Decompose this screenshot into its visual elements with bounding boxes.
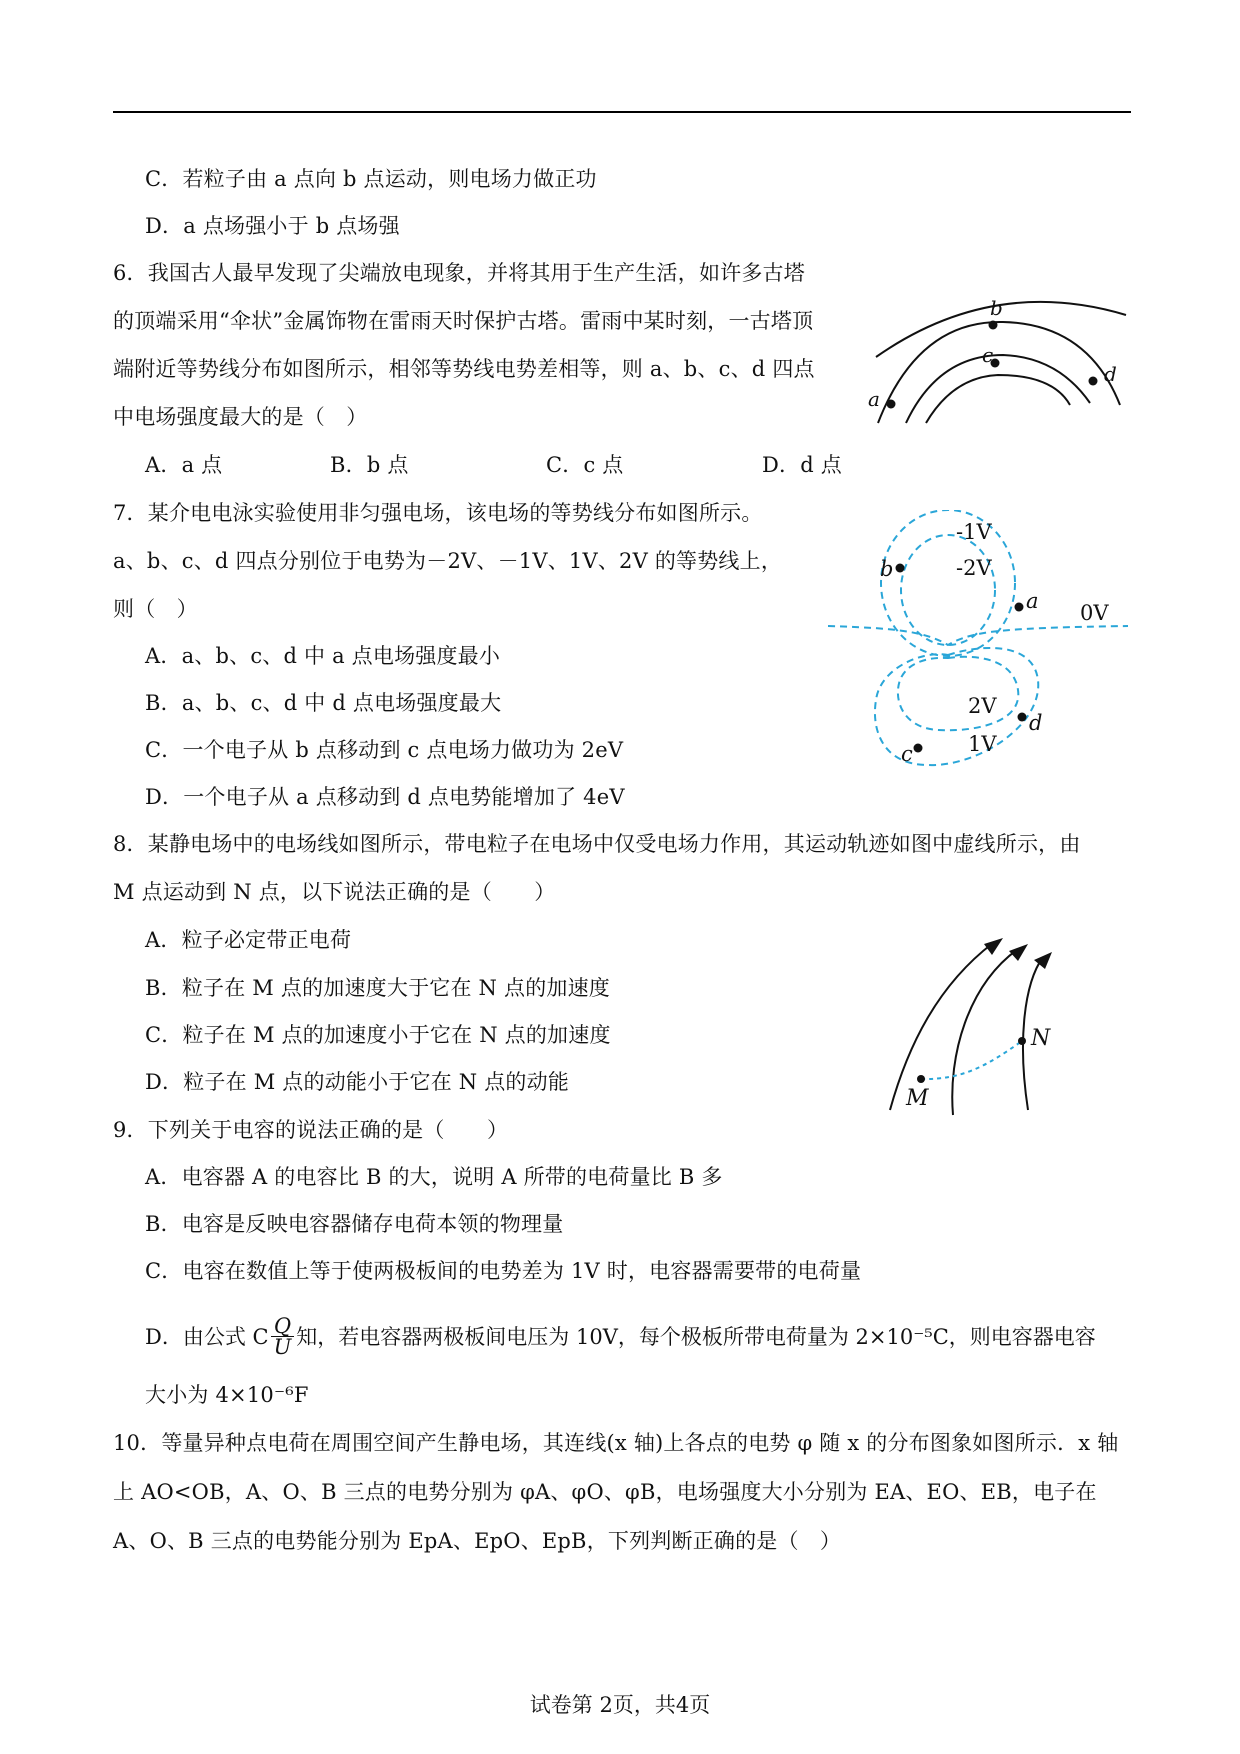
q9-option-b: B．电容是反映电容器储存电荷本领的物理量 xyxy=(145,1212,564,1236)
q7-stem-line1: 7．某介电电泳实验使用非匀强电场，该电场的等势线分布如图所示。 xyxy=(113,501,763,525)
arrow-head-1 xyxy=(984,938,1003,955)
q8-stem-line2: M 点运动到 N 点，以下说法正确的是（ ） xyxy=(113,880,556,904)
point-d-dot xyxy=(1018,713,1027,722)
header-rule xyxy=(113,111,1131,113)
q8-option-a: A．粒子必定带正电荷 xyxy=(145,928,352,952)
q9-option-c: C．电容在数值上等于使两极板间的电势差为 1V 时，电容器需要带的电荷量 xyxy=(145,1259,862,1283)
q8-option-b: B．粒子在 M 点的加速度大于它在 N 点的加速度 xyxy=(145,976,611,1000)
label-minus-2v: -2V xyxy=(956,556,992,580)
point-c-dot xyxy=(914,744,923,753)
capacitance-formula xyxy=(271,1313,295,1359)
label-c: c xyxy=(982,343,994,367)
label-b: b xyxy=(880,557,894,581)
label-b: b xyxy=(990,296,1003,320)
label-a: a xyxy=(868,387,880,411)
q9-option-a: A．电容器 A 的电容比 B 的大，说明 A 所带的电荷量比 B 多 xyxy=(145,1165,723,1189)
arrow-head-2 xyxy=(1009,944,1028,961)
q9-d-suffix: 知，若电容器两极板间电压为 10V，每个极板所带电荷量为 2×10⁻⁵C，则电容器电容 xyxy=(296,1325,1096,1349)
formula-numerator: Q xyxy=(271,1316,295,1337)
q9-option-d xyxy=(145,1305,1096,1367)
point-b-dot xyxy=(896,564,905,573)
q10-stem-line3: A、O、B 三点的电势能分别为 EpA、EpO、EpB，下列判断正确的是（ ） xyxy=(113,1529,842,1553)
label-d: d xyxy=(1029,711,1043,735)
trajectory xyxy=(921,1041,1022,1079)
q5-option-d: D．a 点场强小于 b 点场强 xyxy=(145,214,400,238)
q7-option-a: A．a、b、c、d 中 a 点电场强度最小 xyxy=(145,644,501,668)
label-minus-1v: -1V xyxy=(956,520,992,544)
q10-stem-line1: 10．等量异种点电荷在周围空间产生静电场，其连线(x 轴)上各点的电势 φ 随 x 的分布图象如图所示．x 轴 xyxy=(113,1431,1119,1455)
page-footer: 试卷第 2页，共4页 xyxy=(529,1693,711,1717)
point-b-dot xyxy=(989,321,998,330)
point-a-dot xyxy=(887,400,896,409)
q6-stem-line4: 中电场强度最大的是（ ） xyxy=(113,405,368,429)
q5-option-c: C．若粒子由 a 点向 b 点运动，则电场力做正功 xyxy=(145,167,597,191)
q6-option-d: D．d 点 xyxy=(762,453,842,477)
q6-option-c: C．c 点 xyxy=(546,453,624,477)
q7-option-d: D．一个电子从 a 点移动到 d 点电势能增加了 4eV xyxy=(145,785,625,809)
q6-figure xyxy=(858,285,1128,430)
point-d-dot xyxy=(1089,377,1098,386)
label-m: M xyxy=(906,1086,929,1111)
field-line-1 xyxy=(890,943,993,1110)
q6-stem-line3: 端附近等势线分布如图所示，相邻等势线电势差相等，则 a、b、c、d 四点 xyxy=(113,357,815,381)
q6-stem-line1: 6．我国古人最早发现了尖端放电现象，并将其用于生产生活，如许多古塔 xyxy=(113,261,805,285)
q9-option-d-cont: 大小为 4×10⁻⁶F xyxy=(145,1383,309,1407)
equipotential-plus-2v xyxy=(898,657,1018,731)
point-n-dot xyxy=(1018,1037,1026,1045)
q8-figure xyxy=(878,925,1078,1125)
q9-d-prefix: D．由公式 C xyxy=(145,1325,269,1349)
label-2v: 2V xyxy=(968,694,997,718)
equipotential-0v xyxy=(828,626,1128,645)
q6-stem-line2: 的顶端采用“伞状”金属饰物在雷雨天时保护古塔。雷雨中某时刻，一古塔顶 xyxy=(113,309,814,333)
label-d: d xyxy=(1104,362,1117,386)
q7-figure xyxy=(828,510,1128,780)
label-1v: 1V xyxy=(968,732,997,756)
q8-option-c: C．粒子在 M 点的加速度小于它在 N 点的加速度 xyxy=(145,1023,611,1047)
label-a: a xyxy=(1026,589,1039,613)
equipotential-arc-4 xyxy=(926,375,1070,423)
label-c: c xyxy=(901,742,913,766)
point-a-dot xyxy=(1015,603,1024,612)
q10-stem-line2: 上 AO<OB，A、O、B 三点的电势分别为 φA、φO、φB，电场强度大小分别为 EA、EO、EB，电子在 xyxy=(113,1480,1097,1504)
q7-stem-line3: 则（ ） xyxy=(113,597,198,621)
q9-stem: 9．下列关于电容的说法正确的是（ ） xyxy=(113,1118,509,1142)
point-m-dot xyxy=(917,1075,925,1083)
q6-option-a: A．a 点 xyxy=(145,453,223,477)
label-0v: 0V xyxy=(1080,601,1109,625)
q7-option-c: C．一个电子从 b 点移动到 c 点电场力做功为 2eV xyxy=(145,738,624,762)
equipotential-plus-1v xyxy=(875,648,1038,765)
q7-stem-line2: a、b、c、d 四点分别位于电势为－2V、－1V、1V、2V 的等势线上， xyxy=(113,549,783,573)
equipotential-minus-2v xyxy=(901,535,995,645)
q8-option-d: D．粒子在 M 点的动能小于它在 N 点的动能 xyxy=(145,1070,570,1094)
q7-option-b: B．a、b、c、d 中 d 点电场强度最大 xyxy=(145,691,502,715)
label-n: N xyxy=(1031,1026,1051,1051)
formula-denominator: U xyxy=(273,1334,292,1359)
field-line-2 xyxy=(952,949,1018,1115)
q6-option-b: B．b 点 xyxy=(330,453,409,477)
q8-stem-line1: 8．某静电场中的电场线如图所示，带电粒子在电场中仅受电场力作用，其运动轨迹如图中虚线所示，由 xyxy=(113,832,1081,856)
